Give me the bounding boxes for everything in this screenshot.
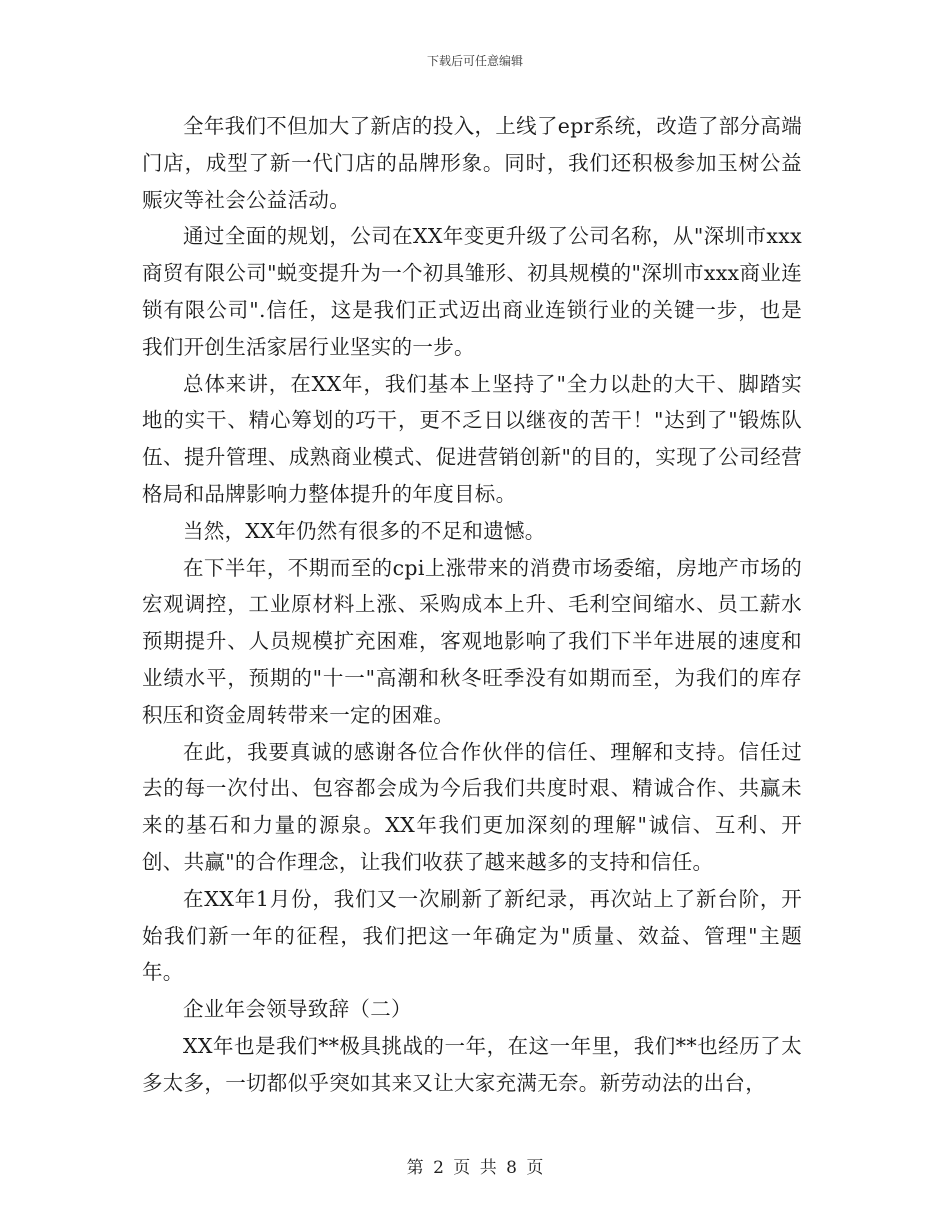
paragraph: 通过全面的规划，公司在XX年变更升级了公司名称，从"深圳市xxx商贸有限公司"蜕变提升为一个初具雏形、初具规模的"深圳市xxx商业连锁有限公司".信任，这是我们正式迈出商业连锁行业的关键一步，也是我们开创生活家居行业坚实的一步。: [142, 224, 802, 359]
paragraph: 全年我们不但加大了新店的投入，上线了epr系统，改造了部分高端门店，成型了新一代门店的品牌形象。同时，我们还积极参加玉树公益赈灾等社会公益活动。: [142, 114, 802, 212]
paragraph: 当然，XX年仍然有很多的不足和遗憾。: [183, 518, 546, 543]
paragraph: 总体来讲，在XX年，我们基本上坚持了"全力以赴的大干、脚踏实地的实干、精心筹划的巧干，更不乏日以继夜的苦干！"达到了"锻炼队伍、提升管理、成熟商业模式、促进营销创新"的目的，实现了公司经营格局和品牌影响力整体提升的年度目标。: [142, 371, 802, 506]
paragraph: 在此，我要真诚的感谢各位合作伙伴的信任、理解和支持。信任过去的每一次付出、包容都会成为今后我们共度时艰、精诚合作、共赢未来的基石和力量的源泉。XX年我们更加深刻的理解"诚信、互利、开创、共赢"的合作理念，让我们收获了越来越多的支持和信任。: [142, 739, 802, 874]
paragraph: 在下半年，不期而至的cpi上涨带来的消费市场委缩，房地产市场的宏观调控，工业原材料上涨、采购成本上升、毛利空间缩水、员工薪水预期提升、人员规模扩充困难，客观地影响了我们下半年进展的速度和业绩水平，预期的"十一"高潮和秋冬旺季没有如期而至，为我们的库存积压和资金周转带来一定的困难。: [142, 555, 802, 727]
page-footer: 第 2 页 共 8 页: [406, 1158, 544, 1178]
paragraph: XX年也是我们**极具挑战的一年，在这一年里，我们**也经历了太多太多，一切都似乎突如其来又让大家充满无奈。新劳动法的出台，: [142, 1033, 802, 1095]
page-header: 下载后可任意编辑: [426, 54, 523, 68]
document-body: [142, 108, 802, 1102]
paragraph: 在XX年1月份，我们又一次刷新了新纪录，再次站上了新台阶，开始我们新一年的征程，我们把这一年确定为"质量、效益、管理"主题年。: [142, 886, 802, 985]
section-heading: 企业年会领导致辞（二）: [183, 997, 412, 1022]
